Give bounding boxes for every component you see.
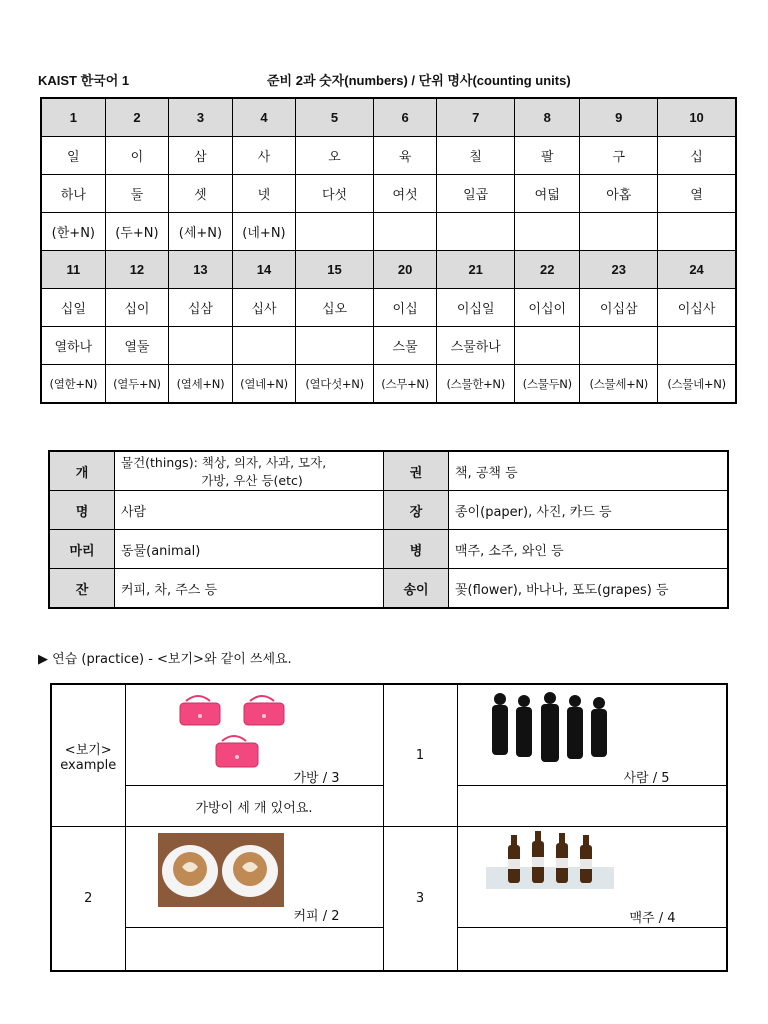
numbers-cell: (스무+N) <box>373 365 437 404</box>
counter-row <box>49 569 728 609</box>
numbers-cell <box>515 327 580 365</box>
counter-examples <box>115 530 384 569</box>
numbers-cell: (세+N) <box>169 213 233 251</box>
numbers-cell: 이십일 <box>437 289 515 327</box>
numbers-cell: 21 <box>437 251 515 289</box>
numbers-cell: 11 <box>41 251 105 289</box>
q3-caption: 맥주 / 4 <box>629 911 676 926</box>
counter-examples: 맥주, 소주, 와인 등 <box>449 530 729 569</box>
numbers-cell: 다섯 <box>296 175 374 213</box>
numbers-cell: 육 <box>373 137 437 175</box>
counter-unit: 권 <box>384 451 449 491</box>
counter-unit: 송이 <box>384 569 449 609</box>
example-answer: 가방이 세 개 있어요. <box>125 786 383 827</box>
q3-answer-field[interactable] <box>457 928 727 972</box>
numbers-cell: 15 <box>296 251 374 289</box>
q2-number: 2 <box>51 827 125 972</box>
counter-examples <box>115 451 384 491</box>
numbers-cell: (네+N) <box>232 213 296 251</box>
beer-bottles-image <box>486 831 614 889</box>
counter-examples-line: 동물(animal) <box>121 543 201 559</box>
numbers-cell: 3 <box>169 98 233 137</box>
numbers-cell: (열다섯+N) <box>296 365 374 404</box>
counter-examples-line2: 가방, 우산 등(etc) <box>201 473 303 488</box>
numbers-cell <box>658 327 736 365</box>
numbers-cell: 열 <box>658 175 736 213</box>
numbers-cell: 아홉 <box>580 175 658 213</box>
numbers-cell: 이십이 <box>515 289 580 327</box>
numbers-row <box>41 175 736 213</box>
numbers-cell: (스물네+N) <box>658 365 736 404</box>
numbers-cell: 7 <box>437 98 515 137</box>
numbers-cell: (열세+N) <box>169 365 233 404</box>
numbers-cell: 이 <box>105 137 169 175</box>
numbers-cell: 8 <box>515 98 580 137</box>
numbers-cell: 10 <box>658 98 736 137</box>
counter-unit: 장 <box>384 491 449 530</box>
counter-row <box>49 530 728 569</box>
q1-caption: 사람 / 5 <box>623 771 670 786</box>
numbers-cell: 열하나 <box>41 327 105 365</box>
numbers-cell: 구 <box>580 137 658 175</box>
counter-examples: 책, 공책 등 <box>449 451 729 491</box>
numbers-row <box>41 365 736 404</box>
q2-answer-field[interactable] <box>125 928 383 972</box>
numbers-cell: 스물하나 <box>437 327 515 365</box>
counter-examples <box>115 569 384 609</box>
numbers-cell: 십삼 <box>169 289 233 327</box>
numbers-row <box>41 98 736 137</box>
numbers-cell: 일곱 <box>437 175 515 213</box>
q2-caption: 커피 / 2 <box>293 909 340 924</box>
numbers-cell <box>580 327 658 365</box>
numbers-cell: 이십 <box>373 289 437 327</box>
practice-table <box>50 683 728 972</box>
people-silhouettes-image <box>488 691 618 769</box>
numbers-cell: (스물한+N) <box>437 365 515 404</box>
counters-table <box>48 450 729 609</box>
numbers-cell: (열두+N) <box>105 365 169 404</box>
numbers-cell: 칠 <box>437 137 515 175</box>
numbers-cell: 십일 <box>41 289 105 327</box>
numbers-cell: 24 <box>658 251 736 289</box>
numbers-cell: 오 <box>296 137 374 175</box>
numbers-table <box>40 97 737 404</box>
example-caption: 가방 / 3 <box>293 771 340 786</box>
numbers-cell: 열둘 <box>105 327 169 365</box>
header-lesson-title: 준비 2과 숫자(numbers) / 단위 명사(counting units) <box>267 73 571 88</box>
numbers-cell: 삼 <box>169 137 233 175</box>
q1-answer-field[interactable] <box>457 786 727 827</box>
q3-image-cell <box>457 827 727 928</box>
numbers-cell: 둘 <box>105 175 169 213</box>
q3-number: 3 <box>383 827 457 972</box>
numbers-row <box>41 251 736 289</box>
example-label: <보기> <box>64 742 112 758</box>
numbers-row <box>41 289 736 327</box>
numbers-cell: 1 <box>41 98 105 137</box>
numbers-cell: 23 <box>580 251 658 289</box>
counter-examples: 꽃(flower), 바나나, 포도(grapes) 등 <box>449 569 729 609</box>
example-image-cell <box>125 684 383 786</box>
counter-examples: 종이(paper), 사진, 카드 등 <box>449 491 729 530</box>
numbers-cell: 12 <box>105 251 169 289</box>
numbers-row <box>41 327 736 365</box>
numbers-cell: 여섯 <box>373 175 437 213</box>
numbers-cell: (열한+N) <box>41 365 105 404</box>
numbers-cell: 이십사 <box>658 289 736 327</box>
numbers-cell: 십이 <box>105 289 169 327</box>
q1-image-cell <box>457 684 727 786</box>
numbers-row <box>41 213 736 251</box>
numbers-cell <box>580 213 658 251</box>
numbers-cell <box>169 327 233 365</box>
counter-examples-line: 사람 <box>121 504 147 520</box>
numbers-cell: 셋 <box>169 175 233 213</box>
numbers-cell <box>658 213 736 251</box>
q1-number: 1 <box>383 684 457 827</box>
coffee-cups-image <box>158 833 284 907</box>
numbers-cell: 팔 <box>515 137 580 175</box>
numbers-cell: (스물두N) <box>515 365 580 404</box>
example-label-cell <box>51 684 125 827</box>
counter-unit: 개 <box>49 451 115 491</box>
numbers-row <box>41 137 736 175</box>
counter-examples-line: 커피, 차, 주스 등 <box>121 582 218 598</box>
numbers-cell: 여덟 <box>515 175 580 213</box>
numbers-cell: 십 <box>658 137 736 175</box>
numbers-cell: 하나 <box>41 175 105 213</box>
numbers-cell: 넷 <box>232 175 296 213</box>
counter-examples <box>115 491 384 530</box>
numbers-cell: 2 <box>105 98 169 137</box>
numbers-cell: 일 <box>41 137 105 175</box>
numbers-cell: (한+N) <box>41 213 105 251</box>
numbers-cell: 5 <box>296 98 374 137</box>
example-label-en: example <box>60 757 117 773</box>
numbers-cell: 22 <box>515 251 580 289</box>
numbers-cell: 이십삼 <box>580 289 658 327</box>
counter-row <box>49 451 728 491</box>
numbers-cell <box>296 213 374 251</box>
counter-row <box>49 491 728 530</box>
numbers-cell: 14 <box>232 251 296 289</box>
numbers-cell <box>373 213 437 251</box>
numbers-cell: (두+N) <box>105 213 169 251</box>
practice-title: ▶ 연습 (practice) - <보기>와 같이 쓰세요. <box>38 652 292 667</box>
counter-unit: 명 <box>49 491 115 530</box>
numbers-cell <box>515 213 580 251</box>
counter-examples-line: 물건(things): 책상, 의자, 사과, 모자, <box>121 455 327 470</box>
counter-unit: 마리 <box>49 530 115 569</box>
numbers-cell: 6 <box>373 98 437 137</box>
header-course: KAIST 한국어 1 <box>38 73 130 88</box>
numbers-cell: 13 <box>169 251 233 289</box>
numbers-cell: (스물세+N) <box>580 365 658 404</box>
numbers-cell: 4 <box>232 98 296 137</box>
counter-unit: 잔 <box>49 569 115 609</box>
numbers-cell: 20 <box>373 251 437 289</box>
numbers-cell: 9 <box>580 98 658 137</box>
numbers-cell <box>232 327 296 365</box>
numbers-cell: 스물 <box>373 327 437 365</box>
numbers-cell <box>437 213 515 251</box>
numbers-cell <box>296 327 374 365</box>
numbers-cell: (열네+N) <box>232 365 296 404</box>
numbers-cell: 십오 <box>296 289 374 327</box>
numbers-cell: 십사 <box>232 289 296 327</box>
counter-unit: 병 <box>384 530 449 569</box>
q2-image-cell <box>125 827 383 928</box>
numbers-cell: 사 <box>232 137 296 175</box>
